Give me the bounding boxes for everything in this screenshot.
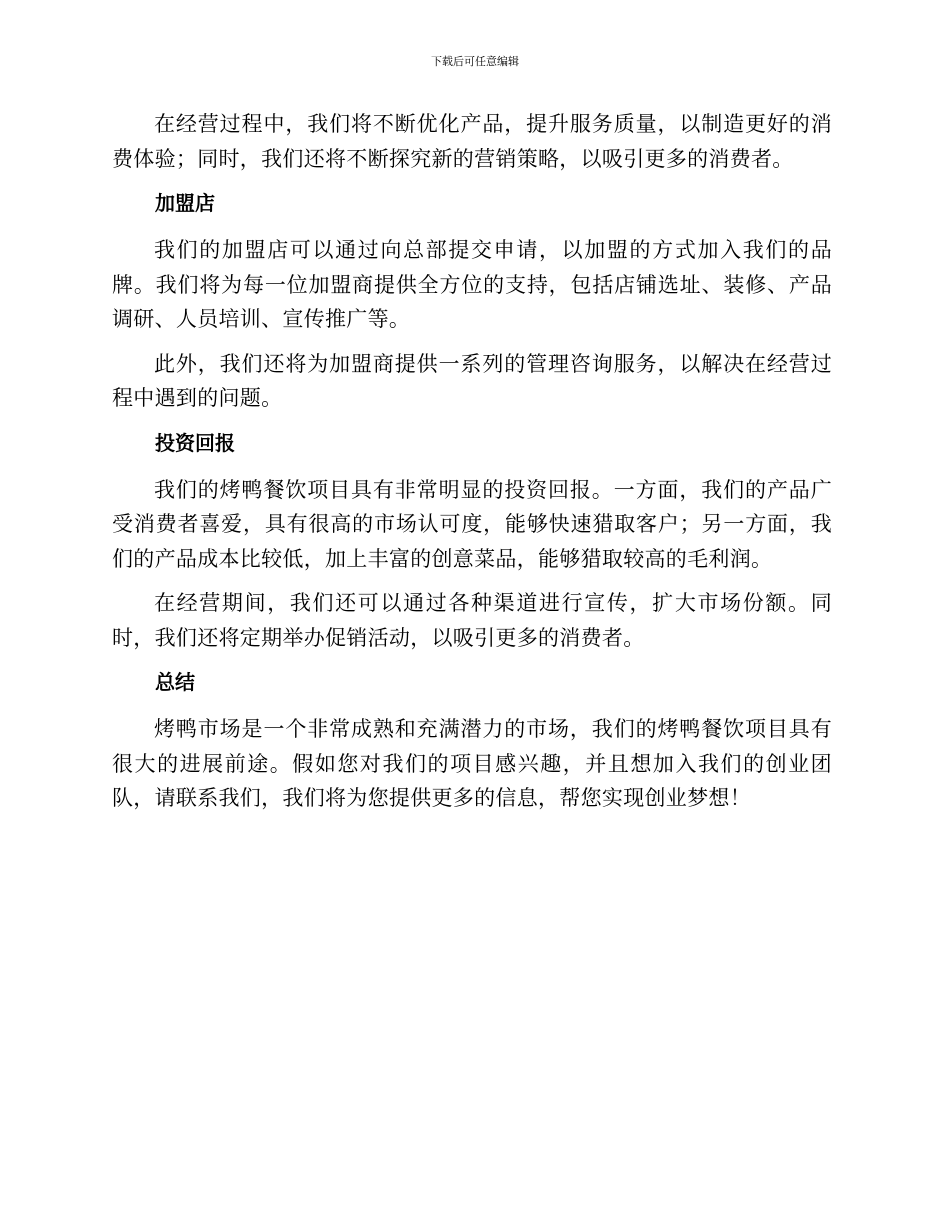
paragraph-franchise-consulting: 此外，我们还将为加盟商提供一系列的管理咨询服务，以解决在经营过程中遇到的问题。 <box>112 351 832 410</box>
paragraph-investment-return: 我们的烤鸭餐饮项目具有非常明显的投资回报。一方面，我们的产品广受消费者喜爱，具有很高的市场认可度，能够快速猎取客户；另一方面，我们的产品成本比较低，加上丰富的创意菜品，能够猎取较高的毛利润。 <box>112 477 832 571</box>
paragraph-franchise-support: 我们的加盟店可以通过向总部提交申请，以加盟的方式加入我们的品牌。我们将为每一位加盟商提供全方位的支持，包括店铺选址、装修、产品调研、人员培训、宣传推广等。 <box>112 238 832 331</box>
heading-investment-return: 投资回报 <box>155 430 235 455</box>
heading-franchise: 加盟店 <box>155 191 215 215</box>
paragraph-promotion: 在经营期间，我们还可以通过各种渠道进行宣传，扩大市场份额。同时，我们还将定期举办促销活动，以吸引更多的消费者。 <box>112 591 832 650</box>
heading-summary: 总结 <box>155 670 195 694</box>
page-header: 下载后可任意编辑 <box>431 55 519 68</box>
paragraph-summary: 烤鸭市场是一个非常成熟和充满潜力的市场，我们的烤鸭餐饮项目具有很大的进展前途。假如您对我们的项目感兴趣，并且想加入我们的创业团队，请联系我们，我们将为您提供更多的信息，帮您实现创业梦想！ <box>112 717 832 810</box>
paragraph-operations: 在经营过程中，我们将不断优化产品，提升服务质量，以制造更好的消费体验；同时，我们还将不断探究新的营销策略，以吸引更多的消费者。 <box>112 112 832 171</box>
document-body <box>112 107 832 826</box>
